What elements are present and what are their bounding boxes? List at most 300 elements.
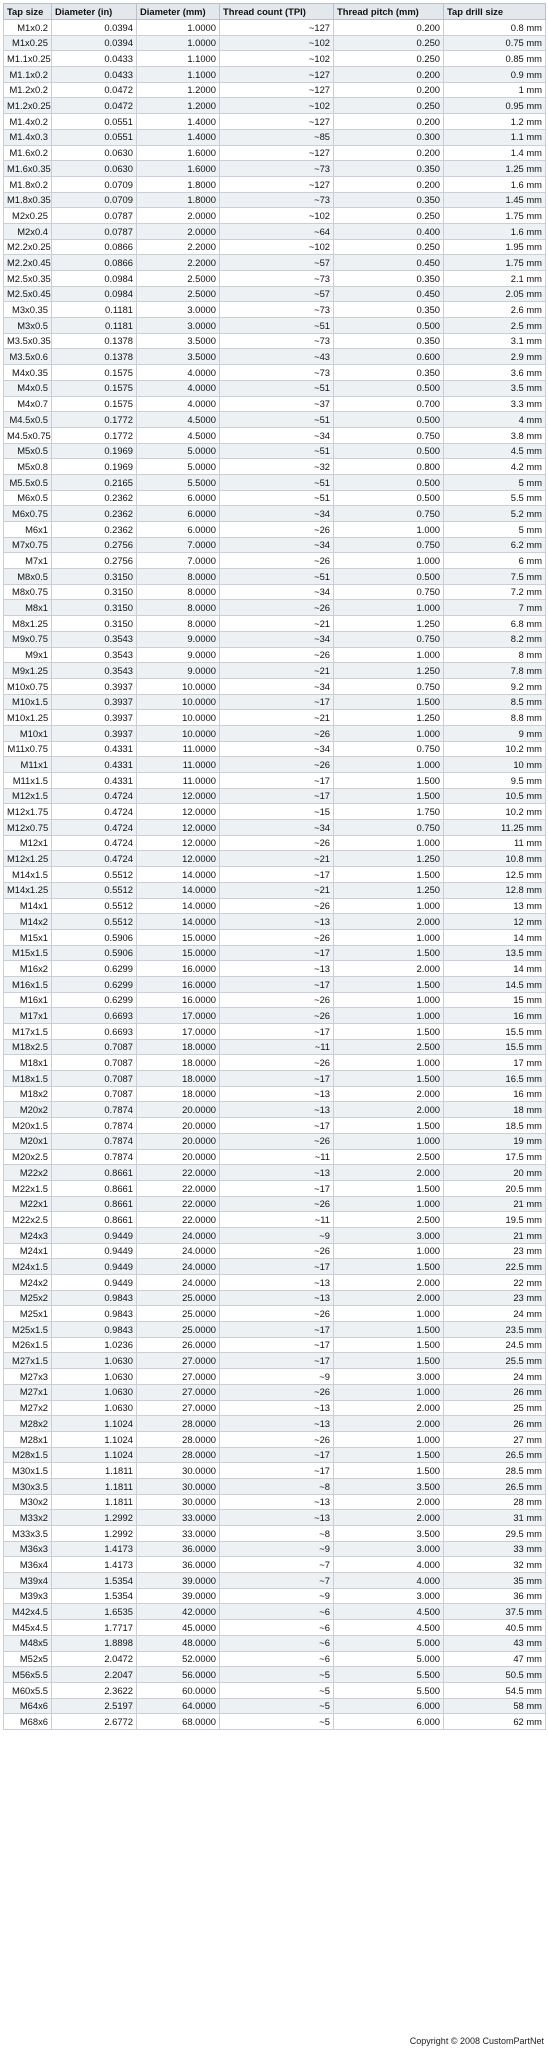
cell-tap-size: M2x0.4 — [4, 223, 52, 239]
cell-tap-drill-size: 28.5 mm — [444, 1463, 546, 1479]
table-row — [4, 945, 546, 961]
cell-tap-drill-size: 29.5 mm — [444, 1526, 546, 1542]
table-row — [4, 192, 546, 208]
cell-diameter-mm: 15.0000 — [137, 945, 220, 961]
cell-tap-drill-size: 10.2 mm — [444, 804, 546, 820]
cell-tap-drill-size: 6 mm — [444, 553, 546, 569]
cell-diameter-mm: 14.0000 — [137, 882, 220, 898]
cell-tap-drill-size: 50.5 mm — [444, 1667, 546, 1683]
cell-tap-size: M64x6 — [4, 1698, 52, 1714]
cell-thread-pitch: 0.750 — [334, 741, 444, 757]
cell-thread-pitch: 1.250 — [334, 710, 444, 726]
table-row — [4, 333, 546, 349]
cell-diameter-mm: 9.0000 — [137, 663, 220, 679]
cell-tap-size: M2.5x0.45 — [4, 286, 52, 302]
table-row — [4, 1337, 546, 1353]
table-row — [4, 647, 546, 663]
cell-thread-pitch: 1.500 — [334, 867, 444, 883]
cell-tap-drill-size: 4.5 mm — [444, 443, 546, 459]
table-row — [4, 1353, 546, 1369]
table-row — [4, 537, 546, 553]
cell-thread-count: ~64 — [220, 223, 334, 239]
header-thread-count: Thread count (TPI) — [220, 4, 334, 20]
cell-thread-count: ~26 — [220, 522, 334, 538]
cell-diameter-mm: 4.5000 — [137, 412, 220, 428]
cell-tap-size: M4x0.7 — [4, 396, 52, 412]
cell-thread-pitch: 0.250 — [334, 35, 444, 51]
cell-tap-drill-size: 8 mm — [444, 647, 546, 663]
table-row — [4, 443, 546, 459]
cell-diameter-mm: 9.0000 — [137, 647, 220, 663]
cell-tap-size: M7x1 — [4, 553, 52, 569]
table-row — [4, 1275, 546, 1291]
table-row — [4, 741, 546, 757]
cell-thread-pitch: 1.500 — [334, 1463, 444, 1479]
cell-tap-size: M45x4.5 — [4, 1620, 52, 1636]
cell-thread-count: ~127 — [220, 176, 334, 192]
cell-thread-count: ~37 — [220, 396, 334, 412]
cell-tap-size: M56x5.5 — [4, 1667, 52, 1683]
cell-thread-count: ~13 — [220, 1086, 334, 1102]
cell-thread-pitch: 1.000 — [334, 647, 444, 663]
cell-diameter-in: 0.0472 — [52, 82, 137, 98]
table-row — [4, 1588, 546, 1604]
cell-tap-size: M4.5x0.5 — [4, 412, 52, 428]
cell-diameter-in: 0.7087 — [52, 1071, 137, 1087]
cell-tap-drill-size: 17 mm — [444, 1055, 546, 1071]
cell-tap-drill-size: 13.5 mm — [444, 945, 546, 961]
cell-tap-drill-size: 11.25 mm — [444, 820, 546, 836]
cell-tap-drill-size: 26 mm — [444, 1384, 546, 1400]
cell-thread-pitch: 2.000 — [334, 1494, 444, 1510]
cell-thread-pitch: 1.000 — [334, 1055, 444, 1071]
cell-diameter-mm: 7.0000 — [137, 553, 220, 569]
cell-diameter-mm: 12.0000 — [137, 804, 220, 820]
cell-diameter-mm: 20.0000 — [137, 1118, 220, 1134]
cell-thread-pitch: 4.500 — [334, 1620, 444, 1636]
cell-diameter-in: 0.0433 — [52, 51, 137, 67]
cell-diameter-mm: 17.0000 — [137, 1024, 220, 1040]
cell-thread-pitch: 2.000 — [334, 1165, 444, 1181]
cell-tap-size: M1.4x0.3 — [4, 129, 52, 145]
cell-tap-drill-size: 3.6 mm — [444, 365, 546, 381]
cell-tap-drill-size: 18 mm — [444, 1102, 546, 1118]
cell-diameter-mm: 27.0000 — [137, 1369, 220, 1385]
cell-diameter-in: 0.2756 — [52, 537, 137, 553]
cell-diameter-mm: 11.0000 — [137, 741, 220, 757]
table-row — [4, 239, 546, 255]
table-row — [4, 1165, 546, 1181]
cell-thread-pitch: 0.250 — [334, 98, 444, 114]
cell-diameter-in: 1.0630 — [52, 1369, 137, 1385]
cell-tap-size: M4.5x0.75 — [4, 427, 52, 443]
cell-thread-pitch: 1.500 — [334, 1180, 444, 1196]
cell-tap-size: M27x3 — [4, 1369, 52, 1385]
cell-thread-count: ~17 — [220, 1322, 334, 1338]
cell-diameter-mm: 11.0000 — [137, 773, 220, 789]
table-row — [4, 553, 546, 569]
cell-thread-count: ~13 — [220, 1400, 334, 1416]
cell-tap-size: M25x1 — [4, 1306, 52, 1322]
cell-thread-count: ~26 — [220, 647, 334, 663]
table-row — [4, 678, 546, 694]
cell-diameter-in: 0.5512 — [52, 914, 137, 930]
cell-diameter-mm: 10.0000 — [137, 710, 220, 726]
cell-diameter-mm: 48.0000 — [137, 1635, 220, 1651]
cell-diameter-in: 0.3150 — [52, 600, 137, 616]
cell-thread-count: ~21 — [220, 663, 334, 679]
cell-tap-drill-size: 20 mm — [444, 1165, 546, 1181]
cell-tap-size: M6x1 — [4, 522, 52, 538]
cell-diameter-in: 0.3543 — [52, 663, 137, 679]
table-row — [4, 1478, 546, 1494]
cell-tap-size: M27x2 — [4, 1400, 52, 1416]
cell-thread-pitch: 0.450 — [334, 255, 444, 271]
table-row — [4, 176, 546, 192]
cell-diameter-in: 0.3543 — [52, 631, 137, 647]
cell-thread-count: ~17 — [220, 976, 334, 992]
cell-thread-pitch: 1.500 — [334, 1024, 444, 1040]
cell-tap-size: M5x0.5 — [4, 443, 52, 459]
cell-thread-count: ~26 — [220, 1243, 334, 1259]
cell-thread-pitch: 1.500 — [334, 694, 444, 710]
table-row — [4, 725, 546, 741]
table-row — [4, 506, 546, 522]
cell-tap-size: M36x4 — [4, 1557, 52, 1573]
cell-tap-drill-size: 1 mm — [444, 82, 546, 98]
cell-thread-count: ~11 — [220, 1212, 334, 1228]
cell-tap-size: M1.8x0.35 — [4, 192, 52, 208]
cell-diameter-in: 2.2047 — [52, 1667, 137, 1683]
cell-diameter-mm: 25.0000 — [137, 1306, 220, 1322]
cell-thread-count: ~26 — [220, 1133, 334, 1149]
cell-thread-pitch: 0.350 — [334, 365, 444, 381]
table-row — [4, 1369, 546, 1385]
cell-diameter-mm: 8.0000 — [137, 584, 220, 600]
cell-diameter-in: 0.1575 — [52, 380, 137, 396]
cell-thread-count: ~34 — [220, 506, 334, 522]
cell-thread-count: ~73 — [220, 333, 334, 349]
table-row — [4, 961, 546, 977]
cell-diameter-in: 0.0866 — [52, 255, 137, 271]
cell-thread-count: ~32 — [220, 459, 334, 475]
cell-tap-size: M22x2 — [4, 1165, 52, 1181]
cell-thread-count: ~11 — [220, 1149, 334, 1165]
cell-tap-size: M12x1.5 — [4, 788, 52, 804]
cell-tap-size: M5x0.8 — [4, 459, 52, 475]
cell-diameter-in: 0.1181 — [52, 302, 137, 318]
table-row — [4, 1416, 546, 1432]
cell-thread-count: ~17 — [220, 1353, 334, 1369]
cell-tap-drill-size: 16 mm — [444, 1008, 546, 1024]
cell-diameter-mm: 56.0000 — [137, 1667, 220, 1683]
cell-diameter-in: 0.0630 — [52, 145, 137, 161]
cell-tap-drill-size: 24 mm — [444, 1306, 546, 1322]
table-row — [4, 1212, 546, 1228]
cell-thread-pitch: 0.250 — [334, 239, 444, 255]
cell-tap-drill-size: 35 mm — [444, 1573, 546, 1589]
cell-tap-size: M2.2x0.25 — [4, 239, 52, 255]
cell-thread-pitch: 3.000 — [334, 1541, 444, 1557]
cell-thread-count: ~17 — [220, 1118, 334, 1134]
cell-diameter-mm: 10.0000 — [137, 725, 220, 741]
cell-thread-count: ~43 — [220, 349, 334, 365]
cell-thread-count: ~26 — [220, 929, 334, 945]
cell-tap-drill-size: 3.1 mm — [444, 333, 546, 349]
cell-thread-count: ~34 — [220, 820, 334, 836]
cell-tap-drill-size: 2.5 mm — [444, 318, 546, 334]
table-row — [4, 412, 546, 428]
cell-thread-count: ~13 — [220, 914, 334, 930]
cell-diameter-mm: 1.8000 — [137, 192, 220, 208]
cell-diameter-mm: 1.2000 — [137, 82, 220, 98]
cell-thread-count: ~7 — [220, 1573, 334, 1589]
table-row — [4, 1149, 546, 1165]
cell-tap-drill-size: 2.05 mm — [444, 286, 546, 302]
cell-diameter-mm: 6.0000 — [137, 490, 220, 506]
cell-thread-count: ~17 — [220, 1071, 334, 1087]
cell-thread-pitch: 1.000 — [334, 1008, 444, 1024]
cell-tap-drill-size: 24 mm — [444, 1369, 546, 1385]
cell-diameter-mm: 33.0000 — [137, 1526, 220, 1542]
cell-tap-drill-size: 5.5 mm — [444, 490, 546, 506]
cell-thread-pitch: 1.000 — [334, 835, 444, 851]
cell-diameter-in: 0.7874 — [52, 1149, 137, 1165]
cell-diameter-mm: 27.0000 — [137, 1384, 220, 1400]
cell-diameter-in: 0.9449 — [52, 1275, 137, 1291]
cell-thread-count: ~5 — [220, 1698, 334, 1714]
cell-tap-drill-size: 7.2 mm — [444, 584, 546, 600]
cell-tap-size: M11x1 — [4, 757, 52, 773]
cell-tap-size: M1.4x0.2 — [4, 114, 52, 130]
cell-tap-size: M1.2x0.2 — [4, 82, 52, 98]
cell-diameter-mm: 64.0000 — [137, 1698, 220, 1714]
cell-diameter-in: 0.3543 — [52, 647, 137, 663]
cell-diameter-mm: 39.0000 — [137, 1573, 220, 1589]
table-row — [4, 867, 546, 883]
cell-diameter-in: 0.8661 — [52, 1196, 137, 1212]
cell-diameter-mm: 14.0000 — [137, 898, 220, 914]
cell-tap-size: M5.5x0.5 — [4, 474, 52, 490]
cell-diameter-in: 0.0984 — [52, 271, 137, 287]
cell-tap-drill-size: 23 mm — [444, 1243, 546, 1259]
cell-diameter-in: 1.5354 — [52, 1573, 137, 1589]
cell-diameter-in: 0.7874 — [52, 1102, 137, 1118]
cell-tap-drill-size: 0.75 mm — [444, 35, 546, 51]
cell-diameter-in: 0.0394 — [52, 20, 137, 36]
cell-tap-drill-size: 1.75 mm — [444, 255, 546, 271]
cell-thread-pitch: 2.000 — [334, 1510, 444, 1526]
cell-thread-count: ~102 — [220, 98, 334, 114]
cell-thread-count: ~26 — [220, 1196, 334, 1212]
table-row — [4, 51, 546, 67]
cell-tap-size: M24x1.5 — [4, 1259, 52, 1275]
cell-thread-count: ~26 — [220, 1431, 334, 1447]
cell-tap-drill-size: 11 mm — [444, 835, 546, 851]
cell-diameter-in: 0.3937 — [52, 710, 137, 726]
cell-thread-pitch: 0.200 — [334, 82, 444, 98]
cell-diameter-mm: 22.0000 — [137, 1165, 220, 1181]
table-row — [4, 114, 546, 130]
cell-diameter-mm: 22.0000 — [137, 1180, 220, 1196]
cell-diameter-mm: 3.5000 — [137, 349, 220, 365]
cell-thread-pitch: 1.000 — [334, 1384, 444, 1400]
table-row — [4, 1008, 546, 1024]
cell-thread-count: ~17 — [220, 694, 334, 710]
cell-thread-pitch: 0.750 — [334, 678, 444, 694]
table-row — [4, 1086, 546, 1102]
cell-diameter-in: 0.9449 — [52, 1227, 137, 1243]
cell-diameter-in: 0.0984 — [52, 286, 137, 302]
cell-diameter-in: 2.0472 — [52, 1651, 137, 1667]
cell-thread-count: ~11 — [220, 1039, 334, 1055]
cell-tap-drill-size: 9.2 mm — [444, 678, 546, 694]
table-row — [4, 1290, 546, 1306]
cell-tap-size: M14x2 — [4, 914, 52, 930]
cell-thread-pitch: 0.350 — [334, 333, 444, 349]
cell-tap-size: M8x1 — [4, 600, 52, 616]
cell-diameter-in: 0.9843 — [52, 1290, 137, 1306]
cell-tap-drill-size: 4 mm — [444, 412, 546, 428]
cell-thread-count: ~73 — [220, 302, 334, 318]
table-row — [4, 67, 546, 83]
cell-tap-size: M8x1.25 — [4, 616, 52, 632]
table-row — [4, 914, 546, 930]
cell-thread-count: ~9 — [220, 1588, 334, 1604]
cell-tap-drill-size: 32 mm — [444, 1557, 546, 1573]
cell-diameter-mm: 20.0000 — [137, 1102, 220, 1118]
cell-diameter-in: 0.6299 — [52, 992, 137, 1008]
cell-tap-drill-size: 15.5 mm — [444, 1039, 546, 1055]
cell-thread-pitch: 3.500 — [334, 1526, 444, 1542]
cell-tap-drill-size: 6.8 mm — [444, 616, 546, 632]
cell-thread-count: ~6 — [220, 1635, 334, 1651]
table-row — [4, 569, 546, 585]
cell-thread-count: ~17 — [220, 1447, 334, 1463]
cell-thread-pitch: 1.500 — [334, 1447, 444, 1463]
cell-diameter-mm: 15.0000 — [137, 929, 220, 945]
cell-tap-size: M9x1.25 — [4, 663, 52, 679]
cell-tap-drill-size: 12 mm — [444, 914, 546, 930]
cell-thread-count: ~13 — [220, 1275, 334, 1291]
cell-thread-count: ~51 — [220, 474, 334, 490]
table-body — [4, 20, 546, 1730]
header-tap-size: Tap size — [4, 4, 52, 20]
table-row — [4, 1102, 546, 1118]
table-row — [4, 1306, 546, 1322]
cell-tap-size: M33x2 — [4, 1510, 52, 1526]
cell-diameter-in: 1.8898 — [52, 1635, 137, 1651]
cell-tap-size: M10x1.5 — [4, 694, 52, 710]
table-row — [4, 474, 546, 490]
table-row — [4, 1259, 546, 1275]
cell-diameter-in: 1.1024 — [52, 1431, 137, 1447]
cell-tap-size: M42x4.5 — [4, 1604, 52, 1620]
cell-tap-drill-size: 9 mm — [444, 725, 546, 741]
cell-diameter-in: 0.9843 — [52, 1322, 137, 1338]
cell-thread-count: ~73 — [220, 161, 334, 177]
cell-tap-drill-size: 16 mm — [444, 1086, 546, 1102]
cell-diameter-mm: 22.0000 — [137, 1196, 220, 1212]
cell-thread-count: ~26 — [220, 1384, 334, 1400]
cell-thread-count: ~57 — [220, 286, 334, 302]
cell-diameter-in: 0.0709 — [52, 192, 137, 208]
cell-tap-size: M15x1.5 — [4, 945, 52, 961]
cell-tap-drill-size: 17.5 mm — [444, 1149, 546, 1165]
cell-diameter-mm: 24.0000 — [137, 1259, 220, 1275]
cell-diameter-in: 0.4724 — [52, 820, 137, 836]
cell-thread-pitch: 1.000 — [334, 725, 444, 741]
cell-thread-count: ~5 — [220, 1667, 334, 1683]
cell-tap-size: M2x0.25 — [4, 208, 52, 224]
cell-tap-size: M2.5x0.35 — [4, 271, 52, 287]
cell-diameter-mm: 12.0000 — [137, 788, 220, 804]
cell-thread-count: ~102 — [220, 35, 334, 51]
cell-thread-pitch: 1.500 — [334, 1322, 444, 1338]
cell-diameter-in: 0.4724 — [52, 788, 137, 804]
cell-diameter-mm: 39.0000 — [137, 1588, 220, 1604]
cell-thread-count: ~102 — [220, 208, 334, 224]
cell-thread-pitch: 0.200 — [334, 145, 444, 161]
cell-thread-pitch: 1.500 — [334, 976, 444, 992]
table-row — [4, 459, 546, 475]
cell-tap-drill-size: 14 mm — [444, 961, 546, 977]
cell-diameter-mm: 8.0000 — [137, 600, 220, 616]
cell-thread-pitch: 0.250 — [334, 208, 444, 224]
cell-tap-drill-size: 0.9 mm — [444, 67, 546, 83]
cell-tap-drill-size: 2.6 mm — [444, 302, 546, 318]
cell-thread-pitch: 1.250 — [334, 851, 444, 867]
cell-thread-count: ~17 — [220, 1463, 334, 1479]
cell-tap-size: M20x2.5 — [4, 1149, 52, 1165]
cell-thread-pitch: 5.500 — [334, 1682, 444, 1698]
header-diameter-in: Diameter (in) — [52, 4, 137, 20]
cell-thread-pitch: 0.500 — [334, 569, 444, 585]
cell-tap-size: M68x6 — [4, 1714, 52, 1730]
cell-tap-drill-size: 37.5 mm — [444, 1604, 546, 1620]
cell-tap-size: M4x0.5 — [4, 380, 52, 396]
table-row — [4, 1055, 546, 1071]
cell-tap-drill-size: 0.8 mm — [444, 20, 546, 36]
cell-thread-pitch: 4.000 — [334, 1557, 444, 1573]
cell-thread-count: ~51 — [220, 490, 334, 506]
table-row — [4, 1400, 546, 1416]
cell-thread-count: ~6 — [220, 1651, 334, 1667]
table-row — [4, 380, 546, 396]
cell-thread-pitch: 1.750 — [334, 804, 444, 820]
cell-tap-size: M6x0.75 — [4, 506, 52, 522]
cell-thread-pitch: 3.500 — [334, 1478, 444, 1494]
cell-diameter-mm: 4.5000 — [137, 427, 220, 443]
table-row — [4, 82, 546, 98]
cell-diameter-in: 0.8661 — [52, 1180, 137, 1196]
cell-tap-size: M24x3 — [4, 1227, 52, 1243]
cell-tap-drill-size: 18.5 mm — [444, 1118, 546, 1134]
cell-tap-size: M26x1.5 — [4, 1337, 52, 1353]
cell-diameter-in: 0.3937 — [52, 725, 137, 741]
cell-thread-count: ~26 — [220, 553, 334, 569]
cell-thread-count: ~34 — [220, 537, 334, 553]
copyright-notice: Copyright © 2008 CustomPartNet — [409, 2036, 544, 2046]
cell-thread-count: ~51 — [220, 380, 334, 396]
table-row — [4, 1510, 546, 1526]
table-row — [4, 1384, 546, 1400]
cell-diameter-in: 1.1811 — [52, 1463, 137, 1479]
cell-diameter-mm: 36.0000 — [137, 1557, 220, 1573]
cell-diameter-in: 1.1024 — [52, 1447, 137, 1463]
table-row — [4, 1541, 546, 1557]
cell-tap-size: M24x2 — [4, 1275, 52, 1291]
